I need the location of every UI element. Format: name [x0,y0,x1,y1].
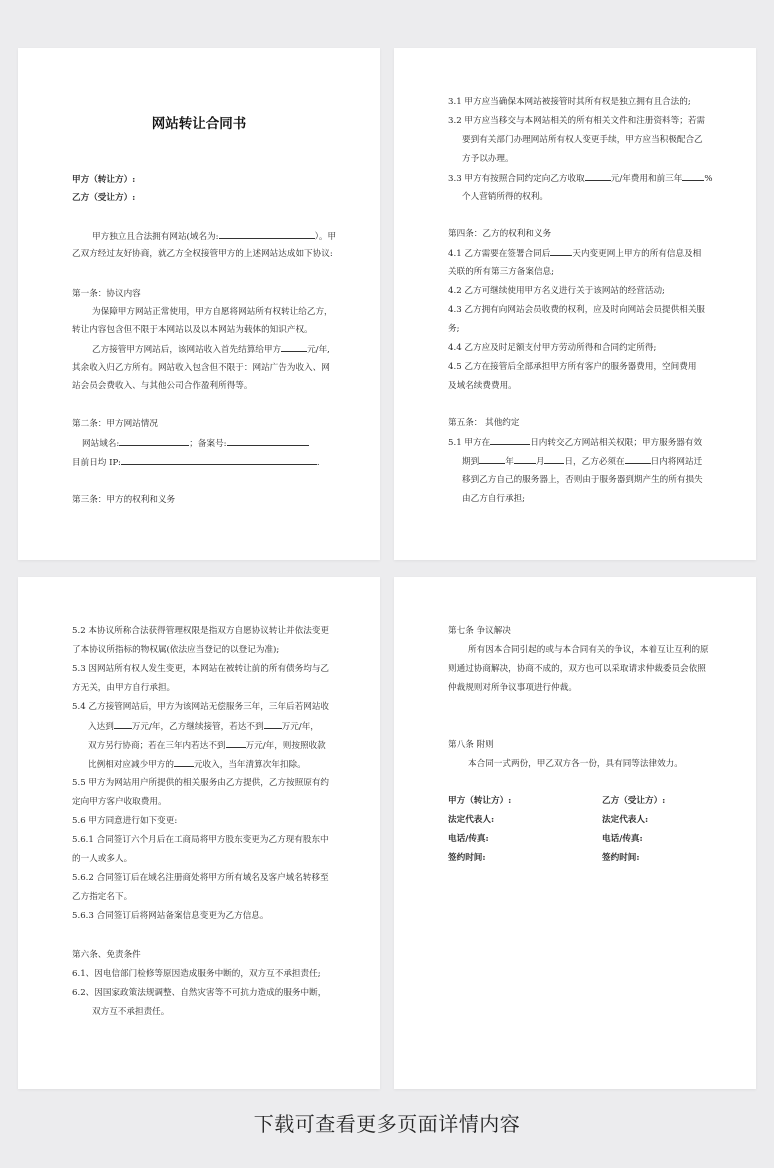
days-blank [490,436,530,445]
clause-line: 移到乙方自己的服务器上，否则由于服务器到期产生的所有损失 [462,475,703,485]
party-b-label: 乙方（受让方）: [72,193,136,203]
clause-line: 4.5 乙方在接管后全部承担甲方所有客户的服务器费用，空间费用 [448,362,697,372]
clause-line: 了本协议所指标的物权属(依法应当登记的以登记为准); [72,645,280,655]
clause-line: 5.5 甲方为网站用户所提供的相关服务由乙方提供，乙方按照原有约 [72,778,330,788]
signature-party-b: 乙方（受让方）: [602,796,666,806]
site-domain-line: 网站域名: ；备案号: [82,437,309,450]
clause-line: 定向甲方客户收取费用。 [72,797,167,807]
year-blank [479,455,505,464]
signature-party-a: 甲方（转让方）: [448,796,512,806]
clause-line: 5.6.3 合同签订后将网站备案信息变更为乙方信息。 [72,911,269,921]
clause-line: 本合同一式两份，甲乙双方各一份，具有同等法律效力。 [468,759,683,769]
article-1-line: 站会员会费收入、与其他公司合作盈利所得等。 [72,381,253,391]
clause-line: 5.1 甲方在 日内转交乙方网站相关权限；甲方服务器有效 [448,438,703,448]
signature-date-a: 签约时间: [448,853,486,863]
month-blank [514,455,536,464]
clause-line: 4.2 乙方可继续使用甲方名义进行关于该网站的经营活动; [448,286,665,296]
daily-ip-line: 目前日均 IP: . [72,458,320,468]
record-field-blank [227,437,309,446]
clause-line: 6.2、因国家政策法规调整、自然灾害等不可抗力造成的服务中断， [72,988,327,998]
contract-page-2 [394,48,756,560]
percent-blank [682,172,704,181]
amount-blank [226,739,246,748]
intro-line: 甲方独立且合法拥有网站(域名为: ）。甲 [92,232,337,242]
clause-line: 4.4 乙方应及时足额支付甲方劳动所得和合同约定所得; [448,343,657,353]
clause-line: 双方互不承担责任。 [92,1007,170,1017]
clause-line: 的一人或多人。 [72,854,133,864]
clause-line: 3.3 甲方有按照合同约定向乙方收取 元/年费用和前三年 % [448,174,713,184]
clause-line: 5.2 本协议所称合法获得管理权限是指双方自愿协议转让并依法变更 [72,626,330,636]
clause-line: 方无关，由甲方自行承担。 [72,683,176,693]
clause-line: 5.3 因网站所有权人发生变更，本网站在被转让前的所有债务均与乙 [72,664,330,674]
fee-blank [585,172,611,181]
clause-line: 5.6.2 合同签订后在域名注册商处将甲方所有域名及客户域名转移至 [72,873,329,883]
article-1-line: 为保障甲方网站正常使用，甲方自愿将网站所有权转让给乙方， [92,307,333,317]
contract-page-3 [18,577,380,1089]
party-a-label: 甲方（转让方）: [72,175,136,185]
ip-field-blank [121,456,317,465]
amount-blank [264,720,282,729]
clause-line: 4.1 乙方需要在签署合同后 天内变更网上甲方的所有信息及相 [448,249,702,259]
amount-blank [281,343,307,352]
clause-line: 期到 年 月 日，乙方必须在 日内将网站迁 [462,457,703,467]
clause-line: 3.1 甲方应当确保本网站被接管时其所有权是独立拥有且合法的; [448,97,691,107]
clause-line: 5.6 甲方同意进行如下变更: [72,816,178,826]
clause-line: 比例相对应减少甲方的 元收入，当年清算次年扣除。 [88,760,306,770]
amount-blank [114,720,132,729]
domain-blank [219,230,315,239]
clause-line: 双方另行协商；若在三年内若达不到 万元/年，则按照收款 [88,741,326,751]
clause-line: 5.4 乙方接管网站后，甲方为该网站无偿服务三年，三年后若网站收 [72,702,330,712]
clause-line: 4.3 乙方拥有向网站会员收费的权利，应及时向网站会员提供相关服 [448,305,706,315]
article-5-title: 第五条： 其他约定 [448,418,520,428]
clause-line: 3.2 甲方应当移交与本网站相关的所有相关文件和注册资料等；若需 [448,116,706,126]
signature-tel-a: 电话/传真: [448,834,489,844]
signature-tel-b: 电话/传真: [602,834,643,844]
article-1-line: 转让内容包含但不限于本网站以及以本网站为载体的知识产权。 [72,325,313,335]
signature-date-b: 签约时间: [602,853,640,863]
article-1-title: 第一条：协议内容 [72,289,141,299]
clause-line: 则通过协商解决，协商不成的，双方也可以采取请求仲裁委员会依照 [448,664,706,674]
article-3-title: 第三条：甲方的权利和义务 [72,495,176,505]
clause-line: 5.6.1 合同签订六个月后在工商局将甲方股东变更为乙方现有股东中 [72,835,329,845]
article-7-title: 第七条 争议解决 [448,626,511,636]
article-4-title: 第四条：乙方的权利和义务 [448,229,552,239]
contract-page-1 [18,48,380,560]
article-8-title: 第八条 附则 [448,740,494,750]
clause-line: 6.1、因电信部门检修等原因造成服务中断的，双方互不承担责任; [72,969,321,979]
article-1-line: 其余收入归乙方所有。网站收入包含但不限于：网站广告为收入、网 [72,363,330,373]
article-2-title: 第二条：甲方网站情况 [72,419,158,429]
intro-line: 乙双方经过友好协商，就乙方全权接管甲方的上述网站达成如下协议: [72,249,333,259]
download-more-prompt[interactable]: 下载可查看更多页面详情内容 [253,1112,521,1136]
article-1-line: 乙方接管甲方网站后，该网站收入首先结算给甲方 元/年, [92,345,330,355]
clause-line: 要到有关部门办理网站所有权人变更手续，甲方应当积极配合乙 [462,135,703,145]
clause-line: 务; [448,324,460,334]
contract-page-4 [394,577,756,1089]
clause-line: 及域名续费费用。 [448,381,517,391]
signature-rep-b: 法定代表人: [602,815,649,825]
days-blank [550,247,572,256]
clause-line: 方予以办理。 [462,154,514,164]
article-6-title: 第六条、免责条件 [72,950,141,960]
signature-rep-a: 法定代表人: [448,815,495,825]
clause-line: 乙方指定名下。 [72,892,133,902]
domain-field-blank [119,437,189,446]
clause-line: 关联的所有第三方备案信息; [448,267,555,277]
clause-line: 个人营销所得的权利。 [462,192,548,202]
days-blank [625,455,651,464]
document-title: 网站转让合同书 [151,116,247,132]
amount-blank [174,758,194,767]
clause-line: 所有因本合同引起的或与本合同有关的争议，本着互让互利的原 [468,645,709,655]
clause-line: 仲裁规则对所争议事项进行仲裁。 [448,683,577,693]
day-blank [544,455,564,464]
clause-line: 入达到 万元/年，乙方继续接管，若达不到 万元/年， [88,722,319,732]
clause-line: 由乙方自行承担; [462,494,526,504]
